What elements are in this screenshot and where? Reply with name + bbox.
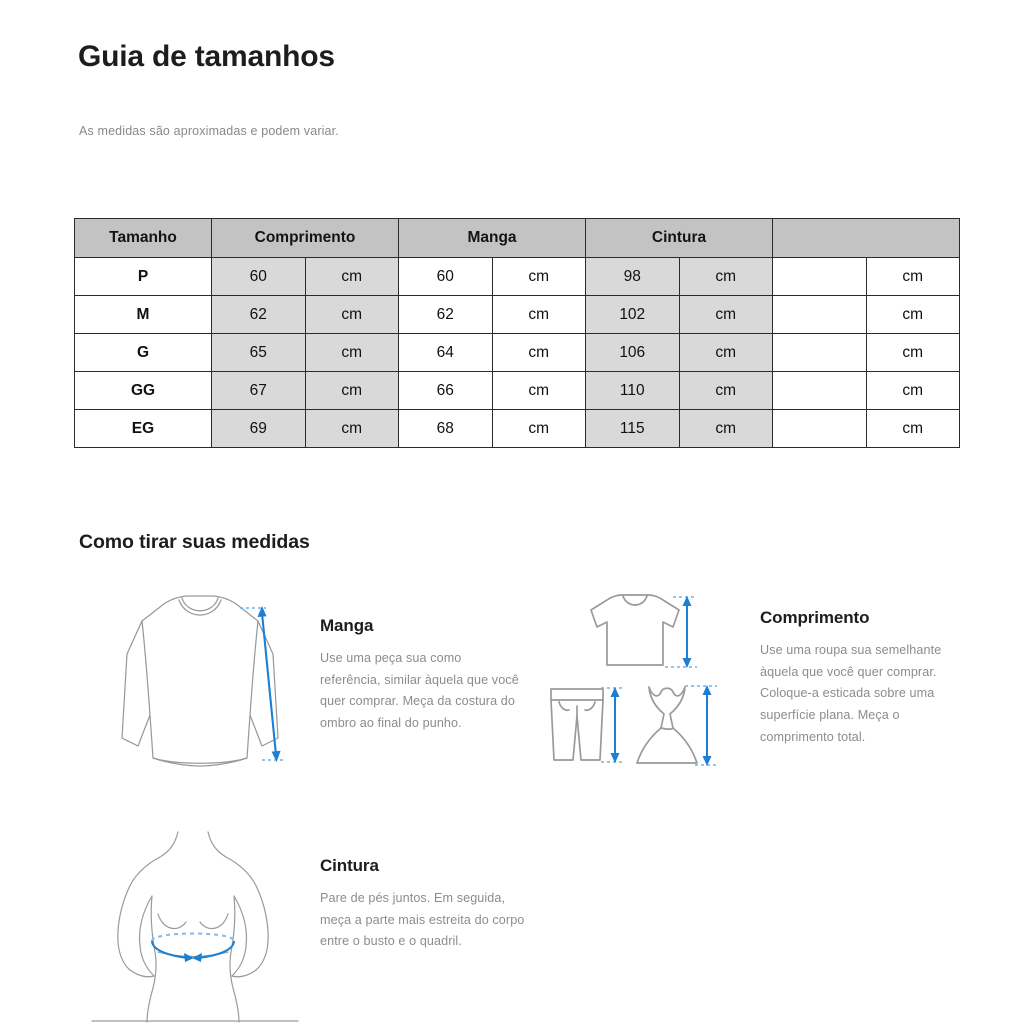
cell-tamanho: G xyxy=(75,334,212,372)
cell-extra-unit: cm xyxy=(866,410,960,448)
cell-cintura-value: 102 xyxy=(586,296,680,334)
cell-cintura-value: 115 xyxy=(586,410,680,448)
waist-measure-loop-icon xyxy=(152,934,234,963)
female-torso-icon xyxy=(92,832,298,1022)
column-header-tamanho: Tamanho xyxy=(75,219,212,258)
cell-manga-value: 68 xyxy=(399,410,493,448)
column-header-manga: Manga xyxy=(399,219,586,258)
length-measure-arrow-icon xyxy=(665,596,697,668)
column-header-cintura: Cintura xyxy=(586,219,773,258)
cell-extra-value xyxy=(773,258,867,296)
cell-cintura-unit: cm xyxy=(679,334,773,372)
cell-manga-unit: cm xyxy=(492,334,586,372)
length-measure-arrow-icon xyxy=(601,687,625,763)
cell-comprimento-value: 60 xyxy=(212,258,306,296)
table-row xyxy=(75,258,960,296)
cell-cintura-unit: cm xyxy=(679,410,773,448)
tshirt-icon xyxy=(591,595,679,665)
cell-manga-unit: cm xyxy=(492,296,586,334)
cell-extra-value xyxy=(773,296,867,334)
cell-cintura-unit: cm xyxy=(679,296,773,334)
cell-extra-unit: cm xyxy=(866,296,960,334)
cell-cintura-value: 110 xyxy=(586,372,680,410)
table-row xyxy=(75,334,960,372)
cell-manga-value: 60 xyxy=(399,258,493,296)
cintura-body: Pare de pés juntos. Em seguida, meça a parte mais estreita do corpo entre o busto e o quadril. xyxy=(320,891,525,949)
cell-manga-unit: cm xyxy=(492,372,586,410)
cintura-text-block xyxy=(320,856,530,953)
cell-extra-value xyxy=(773,372,867,410)
cell-manga-value: 66 xyxy=(399,372,493,410)
cell-extra-value xyxy=(773,334,867,372)
size-table-body xyxy=(75,258,960,448)
cell-manga-value: 64 xyxy=(399,334,493,372)
cell-manga-unit: cm xyxy=(492,410,586,448)
cintura-illustration xyxy=(90,818,300,1024)
cell-cintura-value: 98 xyxy=(586,258,680,296)
sleeve-measure-arrow-icon xyxy=(240,606,286,762)
cell-comprimento-unit: cm xyxy=(305,296,399,334)
cell-tamanho: P xyxy=(75,258,212,296)
table-row xyxy=(75,296,960,334)
cell-extra-value xyxy=(773,410,867,448)
cell-tamanho: GG xyxy=(75,372,212,410)
cell-comprimento-unit: cm xyxy=(305,334,399,372)
column-header-extra xyxy=(773,219,960,258)
page-title: Guia de tamanhos xyxy=(78,40,335,73)
cell-cintura-unit: cm xyxy=(679,258,773,296)
table-header-row xyxy=(75,219,960,258)
column-header-comprimento: Comprimento xyxy=(212,219,399,258)
manga-text-block xyxy=(320,616,525,735)
pants-icon xyxy=(551,689,603,760)
comprimento-illustration xyxy=(545,588,745,773)
dress-icon xyxy=(637,687,697,763)
size-table xyxy=(74,218,960,448)
size-table-container xyxy=(74,218,959,448)
cell-manga-value: 62 xyxy=(399,296,493,334)
cell-comprimento-value: 67 xyxy=(212,372,306,410)
table-row xyxy=(75,410,960,448)
comprimento-body: Use uma roupa sua semelhante àquela que você quer comprar. Coloque-a esticada sobre uma superfície plana. Meça o comprimento total. xyxy=(760,643,942,744)
length-measure-arrow-icon xyxy=(685,685,719,766)
cell-cintura-unit: cm xyxy=(679,372,773,410)
cell-manga-unit: cm xyxy=(492,258,586,296)
cell-extra-unit: cm xyxy=(866,258,960,296)
cell-comprimento-value: 69 xyxy=(212,410,306,448)
cell-comprimento-value: 65 xyxy=(212,334,306,372)
page-subtitle: As medidas são aproximadas e podem variar. xyxy=(79,124,339,138)
cintura-heading: Cintura xyxy=(320,856,379,875)
table-row xyxy=(75,372,960,410)
measure-section-title: Como tirar suas medidas xyxy=(79,531,310,553)
cell-extra-unit: cm xyxy=(866,372,960,410)
cell-tamanho: M xyxy=(75,296,212,334)
cell-comprimento-value: 62 xyxy=(212,296,306,334)
comprimento-heading: Comprimento xyxy=(760,608,870,627)
manga-body: Use uma peça sua como referência, similar àquela que você quer comprar. Meça da costura do ombro ao final do punho. xyxy=(320,651,519,730)
cell-comprimento-unit: cm xyxy=(305,410,399,448)
cell-cintura-value: 106 xyxy=(586,334,680,372)
long-sleeve-shirt-icon xyxy=(122,596,278,766)
cell-comprimento-unit: cm xyxy=(305,258,399,296)
size-table-head xyxy=(75,219,960,258)
manga-illustration xyxy=(90,588,300,773)
manga-heading: Manga xyxy=(320,616,374,635)
cell-comprimento-unit: cm xyxy=(305,372,399,410)
cell-extra-unit: cm xyxy=(866,334,960,372)
comprimento-text-block xyxy=(760,608,975,748)
cell-tamanho: EG xyxy=(75,410,212,448)
